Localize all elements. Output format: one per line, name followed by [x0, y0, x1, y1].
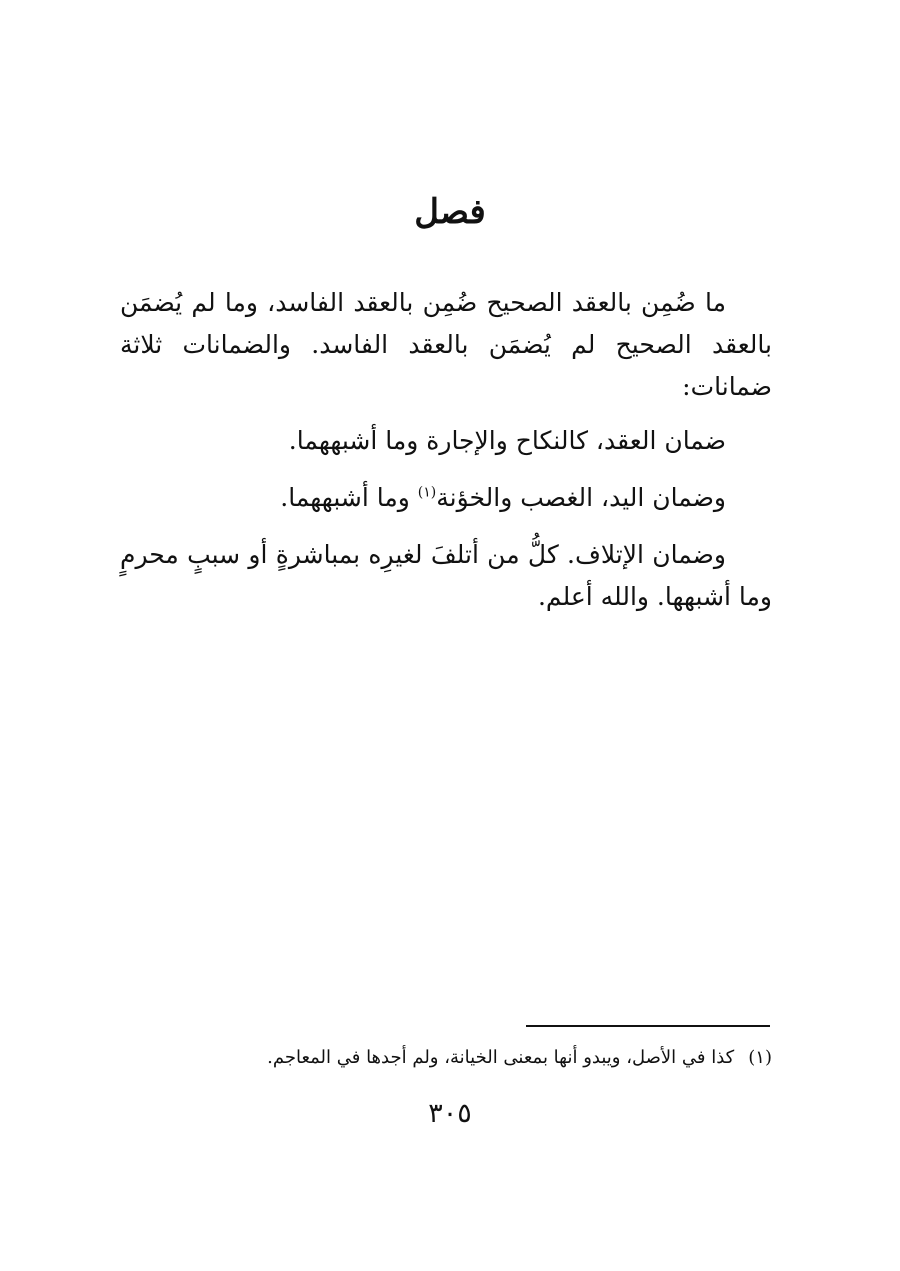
- main-text: [120, 282, 772, 633]
- guarantee-item-hand: [120, 477, 772, 519]
- guarantee-item-hand-text: وضمان اليد، الغصب والخؤنة: [436, 483, 726, 512]
- footnote: [120, 1044, 772, 1072]
- page-number: ٣٠٥: [428, 1098, 472, 1129]
- footnote-number: (١): [748, 1047, 772, 1068]
- guarantee-item-contract: ضمان العقد، كالنكاح والإجارة وما أشبههما.: [288, 426, 726, 455]
- guarantee-item-hand-tail: وما أشبههما.: [280, 483, 418, 512]
- footnote-reference[interactable]: (١): [417, 484, 437, 501]
- guarantee-item-destruction: وضمان الإتلاف. كلُّ من أتلفَ لغيرِه بمباشرةٍ أو سببٍ محرمٍ وما أشبهها. والله أعلم.: [120, 540, 772, 611]
- footnote-separator: [526, 1025, 770, 1027]
- intro-paragraph: ما ضُمِن بالعقد الصحيح ضُمِن بالعقد الفاسد، وما لم يُضمَن بالعقد الصحيح لم يُضمَن بالعقد الفاسد. والضمانات ثلاثة ضمانات:: [120, 288, 772, 401]
- guarantees-list: [120, 420, 772, 618]
- section-heading: فصل: [414, 192, 486, 232]
- footnote-text: كذا في الأصل، ويبدو أنها بمعنى الخيانة، ولم أجدها في المعاجم.: [267, 1047, 735, 1068]
